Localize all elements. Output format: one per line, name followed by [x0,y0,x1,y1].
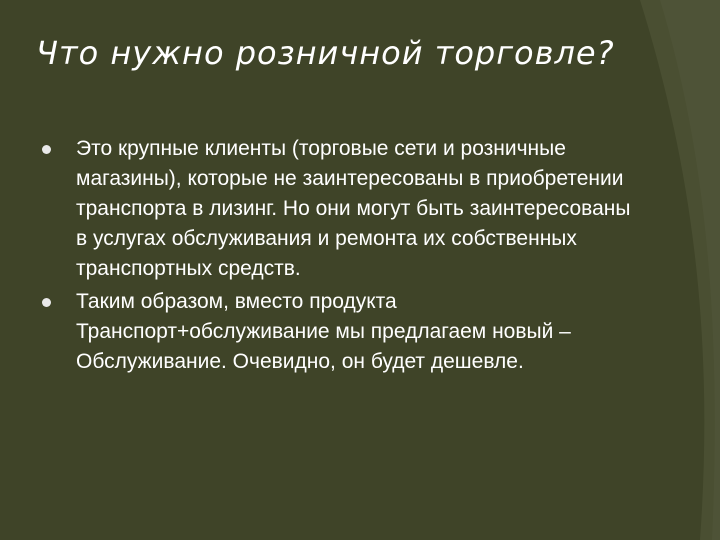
bullet-dot-icon [42,298,51,307]
bullet-text: Это крупные клиенты (торговые сети и розничные магазины), которые не заинтересованы в приобретении транспорта в лизинг. Но они могут быть заинтересованы в услугах обслуживания и ремонта их собственных транспортных средств. [76,137,631,280]
bullet-dot-icon [42,145,51,154]
bullet-item [40,134,640,284]
bullet-item [40,287,640,377]
bullet-list [40,134,640,380]
bullet-text: Таким образом, вместо продукта Транспорт+обслуживание мы предлагаем новый – Обслуживание. Очевидно, он будет дешевле. [76,290,571,373]
slide-title: Что нужно розничной торговле? [36,34,615,72]
